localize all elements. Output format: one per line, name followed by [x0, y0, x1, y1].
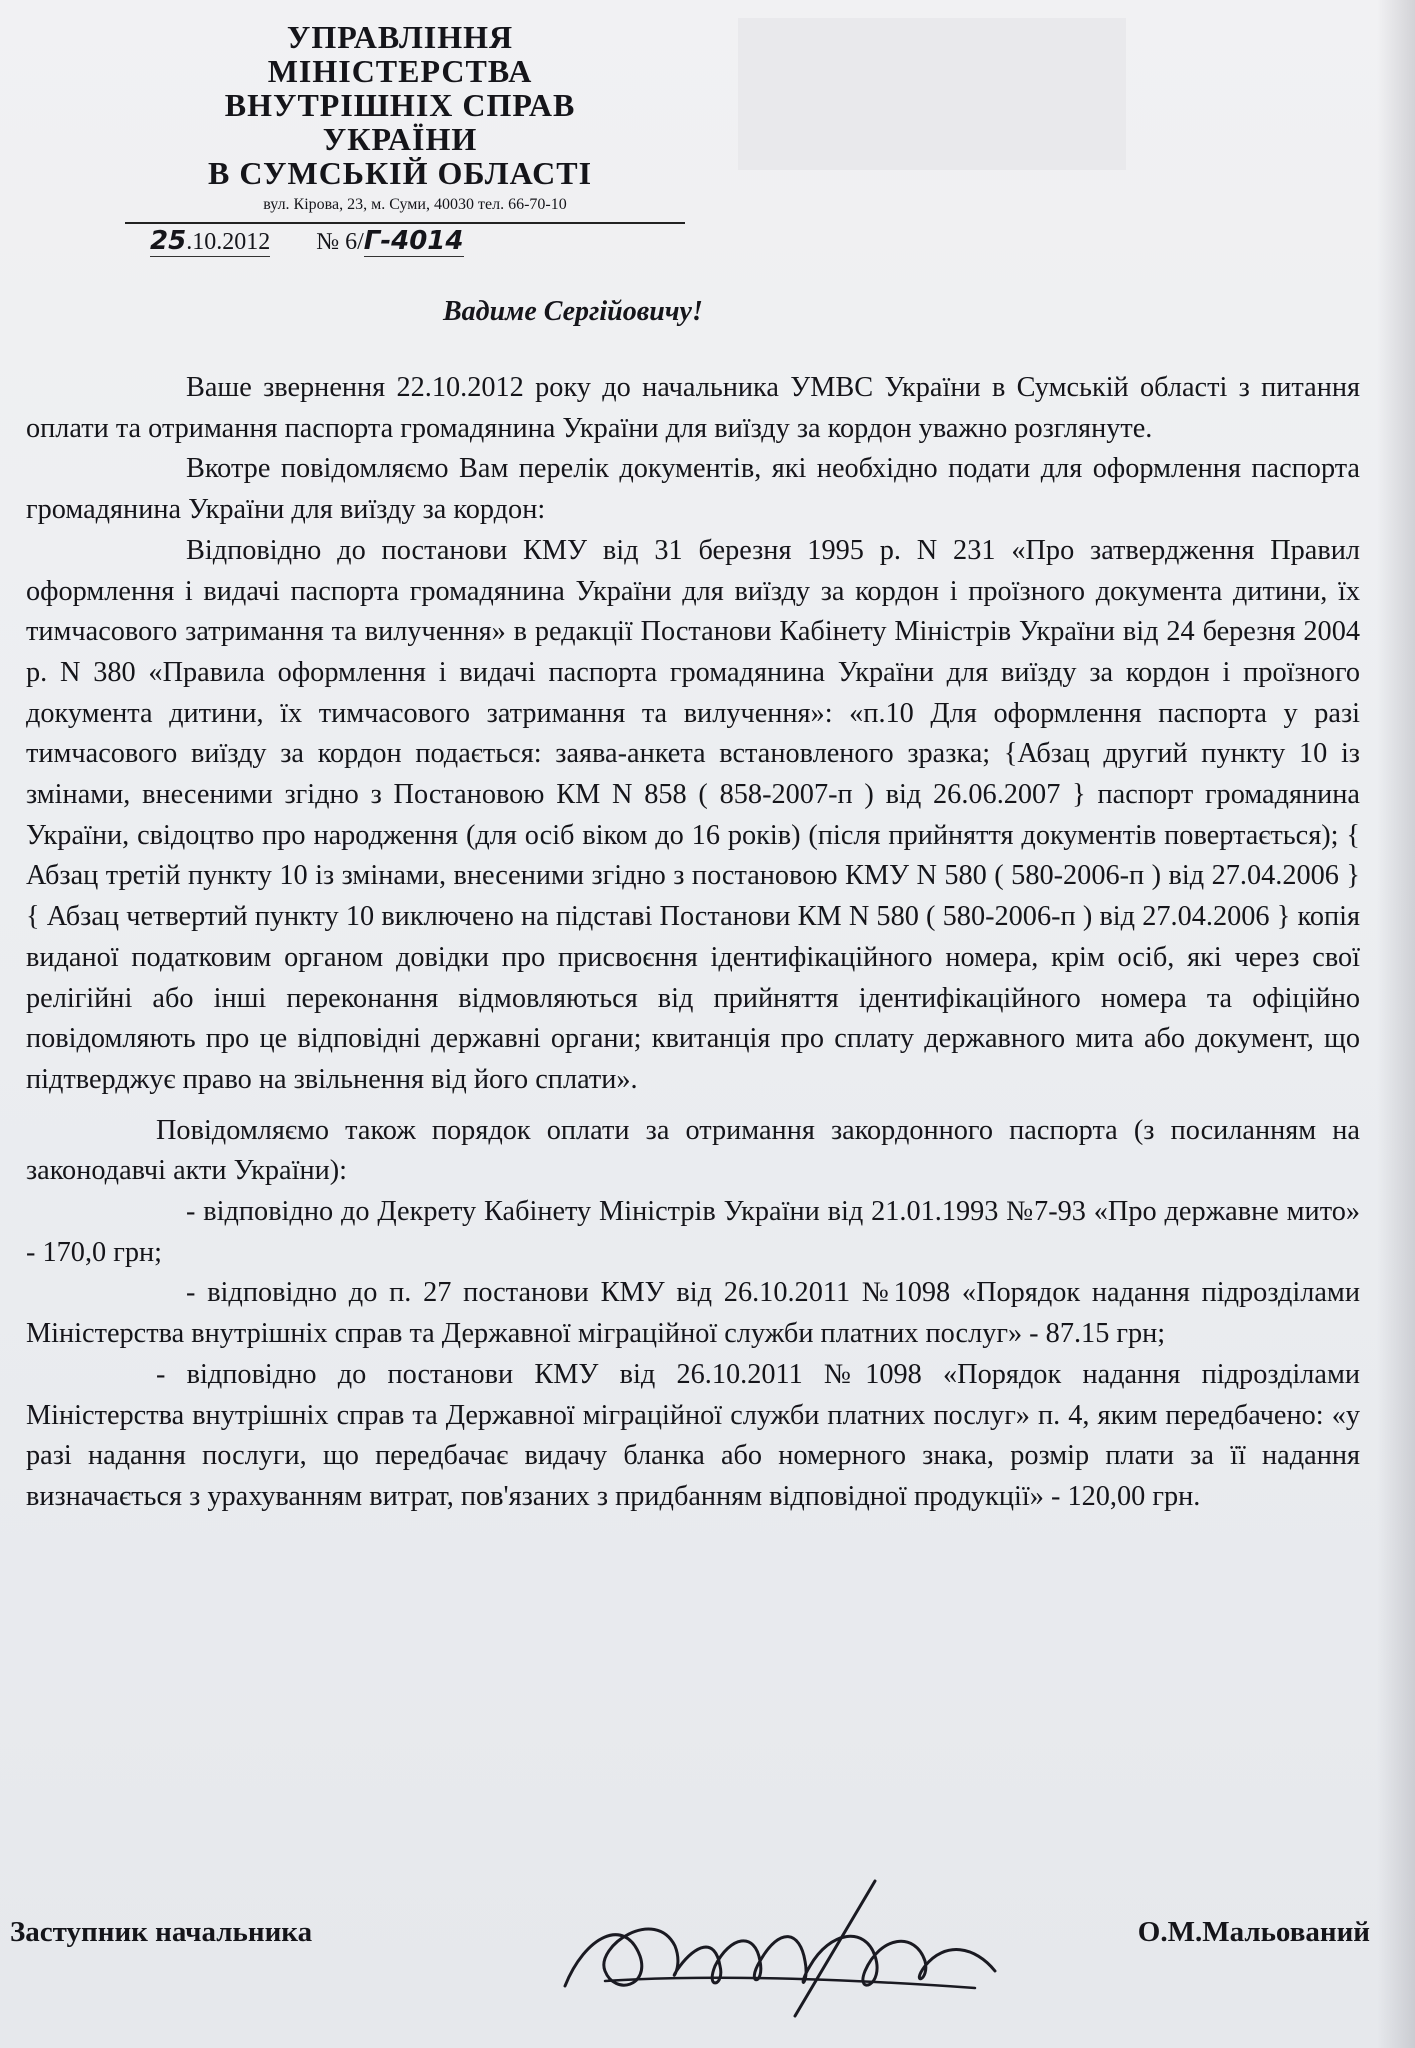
paragraph: Відповідно до постанови КМУ від 31 березня 1995 р. N 231 «Про затвердження Правил оформлення і видачі паспорта громадянина України для виїзду за кордон і проїзного документа дитини, їх тимчасового затримання та вилучення» в редакції Постанови Кабінету Міністрів України від 24 березня 2004 р. N 380 «Правила оформлення і видачі паспорта громадянина України для виїзду за кордон і проїзного документа дитини, їх тимчасового затримання та вилучення»: «п.10 Для оформлення паспорта у разі тимчасового виїзду за кордон подається: заява-анкета встановленого зразка; {Абзац другий пункту 10 із змінами, внесеними згідно з Постановою КМ N 858 ( 858-2007-п ) від 26.06.2007 } паспорт громадянина України, свідоцтво про народження (для осіб віком до 16 років) (після прийняття документів повертається); { Абзац третій пункту 10 із змінами, внесеними згідно з постановою КМУ N 580 ( 580-2006-п ) від 27.04.2006 } { Абзац четвертий пункту 10 виключено на підставі Постанови КМ N 580 ( 580-2006-п ) від 27.04.2006 } копія виданої податковим органом довідки про присвоєння ідентифікаційного номера, крім осіб, які через свої релігійні або інші переконання відмовляються від прийняття ідентифікаційного номера та офіційно повідомляють про це відповідні державні органи; квитанція про сплату державного мита або документ, що підтверджує право на звільнення від його сплати».	[26, 534, 1360, 1095]
letterhead-address: вул. Кірова, 23, м. Суми, 40030 тел. 66-70-10	[263, 196, 567, 213]
signatory-name: О.М.Мальований	[1137, 1916, 1370, 1948]
paragraph: Повідомляємо також порядок оплати за отримання закордонного паспорта (з посиланням на законодавчі акти України):	[26, 1114, 1360, 1187]
list-item: - відповідно до постанови КМУ від 26.10.2011 №1098 «Порядок надання підрозділами Міністерства внутрішніх справ та Державної міграційної служби платних послуг» п. 4, яким передбачено: «у разі надання послуги, що передбачає видачу бланка або номерного знака, розмір плати за її надання визначається з урахуванням витрат, пов'язаних з придбанням відповідної продукції» - 120,00 грн.	[26, 1358, 1360, 1512]
date-rest: .10.2012	[186, 229, 271, 255]
letter-body	[26, 368, 1360, 1518]
letterhead	[170, 20, 630, 190]
letterhead-divider	[125, 222, 685, 224]
date-day-handwritten: 25	[150, 226, 187, 256]
letterhead-line: УКРАЇНИ	[322, 121, 478, 157]
registration-line	[150, 226, 464, 257]
letterhead-line: В СУМСЬКІЙ ОБЛАСТІ	[207, 155, 593, 191]
list-item: - відповідно до п. 27 постанови КМУ від 26.10.2011 №1098 «Порядок надання підрозділами Міністерства внутрішніх справ та Державної міграційної служби платних послуг» - 87.15 грн;	[26, 1277, 1360, 1350]
number-label: № 6/	[316, 229, 364, 255]
number-handwritten: Г-4014	[363, 226, 464, 256]
redacted-addressee-block	[738, 18, 1126, 170]
salutation: Вадиме Сергійовичу!	[443, 296, 703, 327]
page-edge-shadow	[1377, 0, 1415, 2048]
letterhead-line: УПРАВЛІННЯ	[286, 19, 514, 55]
signature-block	[10, 1906, 1380, 2016]
paragraph: Ваше звернення 22.10.2012 року до начальника УМВС України в Сумській області з питання оплати та отримання паспорта громадянина України для виїзду за кордон уважно розглянуте.	[26, 372, 1360, 444]
paragraph: Вкотре повідомляємо Вам перелік документів, які необхідно подати для оформлення паспорта громадянина України для виїзду за кордон:	[26, 453, 1360, 526]
letterhead-line: ВНУТРІШНІХ СПРАВ	[224, 87, 576, 123]
list-item: - відповідно до Декрету Кабінету Міністрів України від 21.01.1993 №7-93 «Про державне мито» - 170,0 грн;	[26, 1196, 1360, 1268]
handwritten-signature	[545, 1876, 1085, 2026]
payment-list	[26, 1192, 1360, 1518]
signatory-title: Заступник начальника	[10, 1916, 313, 1948]
letterhead-line: МІНІСТЕРСТВА	[267, 53, 533, 89]
